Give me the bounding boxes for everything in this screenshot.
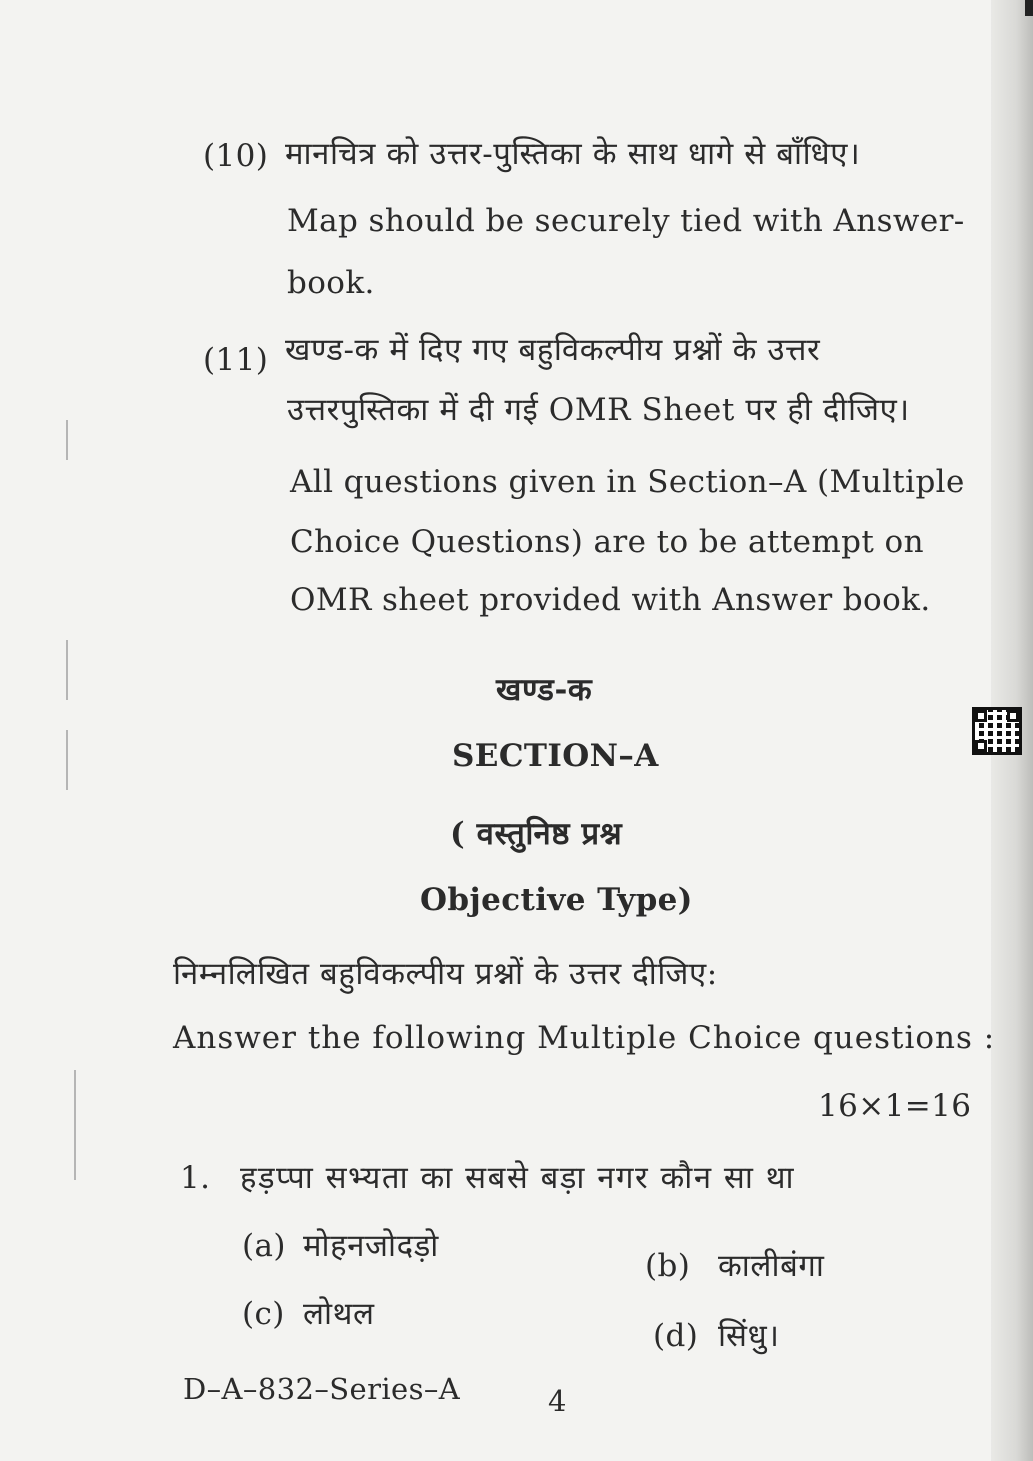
option-c-text: लोथल <box>303 1296 375 1332</box>
instruction-10-hindi: मानचित्र को उत्तर-पुस्तिका के साथ धागे से बाँधिए। <box>285 136 861 172</box>
option-d-label: (d) <box>653 1318 699 1354</box>
instruction-10-english-line1: Map should be securely tied with Answer- <box>287 203 965 239</box>
margin-mark <box>74 1070 76 1180</box>
instruction-11-english-line3: OMR sheet provided with Answer book. <box>290 582 931 618</box>
section-hindi-title: खण्ड-क <box>496 672 593 708</box>
instruction-10-number: (10) <box>203 138 269 174</box>
option-a-label: (a) <box>242 1228 286 1264</box>
section-type-hindi: ( वस्तुनिष्ठ प्रश्न <box>450 816 623 852</box>
qr-finder <box>1007 710 1019 722</box>
margin-mark <box>66 640 68 700</box>
option-c-label: (c) <box>242 1296 285 1332</box>
instruction-11-hindi-line1: खण्ड-क में दिए गए बहुविकल्पीय प्रश्नों के उत्तर <box>285 332 821 368</box>
option-b-text: कालीबंगा <box>718 1248 825 1284</box>
instruction-11-english-line2: Choice Questions) are to be attempt on <box>290 524 924 560</box>
qr-finder <box>975 710 987 722</box>
instruction-10-english-line2: book. <box>287 265 375 301</box>
page-number: 4 <box>548 1384 567 1418</box>
edge-shadow <box>1025 0 1033 16</box>
directions-hindi: निम्नलिखित बहुविकल्पीय प्रश्नों के उत्तर दीजिए: <box>173 956 718 992</box>
qr-code <box>972 707 1022 755</box>
directions-english: Answer the following Multiple Choice questions : <box>173 1020 996 1056</box>
section-type-english: Objective Type) <box>420 882 693 918</box>
qr-finder <box>975 740 987 752</box>
section-english-title: SECTION–A <box>452 738 659 774</box>
option-a-text: मोहनजोदड़ो <box>303 1228 439 1264</box>
margin-mark <box>66 420 68 460</box>
instruction-11-number: (11) <box>203 342 269 378</box>
option-b-label: (b) <box>645 1248 691 1284</box>
instruction-11-hindi-line2: उत्तरपुस्तिका में दी गई OMR Sheet पर ही दीजिए। <box>287 392 910 428</box>
option-d-text: सिंधु। <box>718 1318 780 1354</box>
footer-code: D–A–832–Series–A <box>183 1372 461 1406</box>
instruction-11-english-line1: All questions given in Section–A (Multiple <box>290 464 965 500</box>
margin-mark <box>66 730 68 790</box>
question-text: हड़प्पा सभ्यता का सबसे बड़ा नगर कौन सा था <box>240 1160 796 1196</box>
marks-distribution: 16×1=16 <box>818 1088 972 1124</box>
question-number: 1. <box>180 1160 211 1196</box>
